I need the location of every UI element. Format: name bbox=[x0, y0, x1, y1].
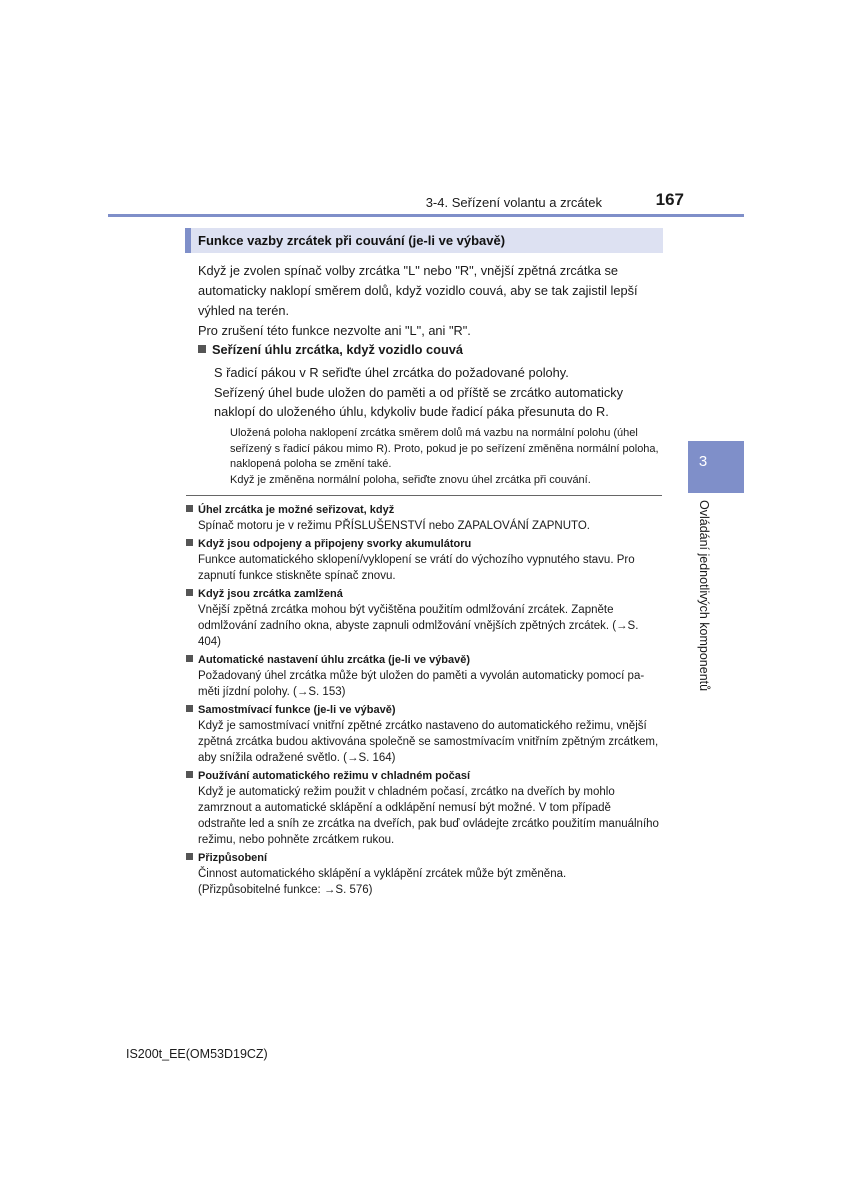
info-item-text: Vnější zpětná zrcátka mohou být vyčištěna použitím odmlžování zrcátek. Zapněte odmlžování zadního okna, abyste zapnuli odmlžování vnějších zpětných zrcátek. (→S. 404) bbox=[198, 604, 639, 648]
info-item bbox=[186, 702, 662, 766]
info-item-body bbox=[198, 784, 662, 848]
info-item-title bbox=[186, 502, 662, 518]
subsection-heading bbox=[198, 341, 660, 359]
square-bullet-icon bbox=[186, 853, 193, 860]
section-title: Funkce vazby zrcátek při couvání (je-li ve výbavě) bbox=[185, 228, 663, 253]
intro-text bbox=[198, 261, 660, 341]
square-bullet-icon bbox=[198, 345, 206, 353]
info-list bbox=[186, 500, 662, 900]
subsection-paragraph: S řadicí pákou v R seřiďte úhel zrcátka do požadované polohy. bbox=[214, 365, 569, 380]
subsection-body bbox=[214, 363, 660, 422]
info-item-body bbox=[198, 518, 662, 534]
info-item-title-text: Když jsou zrcátka zamlžená bbox=[198, 588, 343, 600]
info-item-title-text: Když jsou odpojeny a připojeny svorky akumulátoru bbox=[198, 538, 472, 550]
info-item-title bbox=[186, 652, 662, 668]
square-bullet-icon bbox=[186, 655, 193, 662]
info-item-text: (Přizpůsobitelné funkce: →S. 576) bbox=[198, 884, 373, 896]
info-item-title-text: Používání automatického režimu v chladném počasí bbox=[198, 770, 471, 782]
info-item-body bbox=[198, 718, 662, 766]
info-item-text: Když je samostmívací vnitřní zpětné zrcátko nastaveno do automatického režimu, vnější zpětná zrcátka budou aktivována společně se samostmívacím vnitřním zpětným zrcátkem, aby snížila odražené světlo. (→S. 164) bbox=[198, 720, 659, 764]
info-item-text: Funkce automatického sklopení/vyklopení se vrátí do výchozího vypnutého stavu. Pro zapnutí funkce stiskněte spínač znovu. bbox=[198, 554, 635, 582]
section-divider bbox=[186, 495, 662, 496]
info-item-text: Požadovaný úhel zrcátka může být uložen do paměti a vyvolán automaticky pomocí pa-měti jízdní polohy. (→S. 153) bbox=[198, 670, 645, 698]
info-item-title bbox=[186, 536, 662, 552]
info-item bbox=[186, 502, 662, 534]
chapter-tab bbox=[688, 441, 744, 493]
intro-paragraph: Pro zrušení této funkce nezvolte ani "L", ani "R". bbox=[198, 323, 471, 338]
document-code: IS200t_EE(OM53D19CZ) bbox=[126, 1047, 268, 1061]
info-item-title-text: Automatické nastavení úhlu zrcátka (je-li ve výbavě) bbox=[198, 654, 471, 666]
subsection-heading-text: Seřízení úhlu zrcátka, když vozidlo couvá bbox=[212, 342, 464, 357]
header-divider bbox=[108, 214, 744, 217]
square-bullet-icon bbox=[186, 539, 193, 546]
square-bullet-icon bbox=[186, 771, 193, 778]
note-paragraph: Uložená poloha naklopení zrcátka směrem dolů má vazbu na normální polohu (úhel seřízený s řadicí pákou mimo R). Proto, pokud je po seřízení změněna normální poloha, naklopená poloha se změní také. bbox=[230, 427, 659, 470]
chapter-number: 3 bbox=[698, 453, 708, 470]
info-item-text: Činnost automatického sklápění a vyklápění zrcátek může být změněna. bbox=[198, 868, 567, 880]
chapter-tab-label: Ovládání jednotlivých komponentů bbox=[697, 500, 711, 692]
chapter-section-title: 3-4. Seřízení volantu a zrcátek bbox=[425, 195, 602, 210]
info-item-body bbox=[198, 552, 662, 584]
info-item-title bbox=[186, 702, 662, 718]
info-item-title-text: Přizpůsobení bbox=[198, 852, 268, 864]
info-item bbox=[186, 586, 662, 650]
info-item bbox=[186, 536, 662, 584]
info-item-body bbox=[198, 668, 662, 700]
info-item bbox=[186, 768, 662, 848]
info-item-text: Když je automatický režim použit v chladném počasí, zrcátko na dveřích by mohlo zamrznout a automatické sklápění a odklápění nemusí být možné. V tom případě odstraňte led a sníh ze zrcátka na dveřích, pak buď ovládejte zrcátko použitím manuálního režimu, nebo pohněte zrcátkem rukou. bbox=[198, 786, 659, 846]
info-item-body bbox=[198, 866, 662, 898]
note-block bbox=[230, 426, 660, 488]
info-item bbox=[186, 850, 662, 898]
info-item-title-text: Samostmívací funkce (je-li ve výbavě) bbox=[198, 704, 396, 716]
info-item-title bbox=[186, 768, 662, 784]
page-number: 167 bbox=[655, 190, 684, 209]
info-item-text: Spínač motoru je v režimu PŘÍSLUŠENSTVÍ nebo ZAPALOVÁNÍ ZAPNUTO. bbox=[198, 520, 590, 532]
square-bullet-icon bbox=[186, 589, 193, 596]
note-paragraph: Když je změněna normální poloha, seřiďte znovu úhel zrcátka při couvání. bbox=[230, 473, 591, 486]
intro-paragraph: Když je zvolen spínač volby zrcátka "L" nebo "R", vnější zpětná zrcátka se automaticky naklopí směrem dolů, když vozidlo couvá, aby se tak zajistil lepší výhled na terén. bbox=[198, 263, 638, 318]
subsection-paragraph: Seřízený úhel bude uložen do paměti a od příště se zrcátko automaticky naklopí do uloženého úhlu, kdykoliv bude řadicí páka přesunuta do R. bbox=[214, 384, 624, 419]
info-item bbox=[186, 652, 662, 700]
square-bullet-icon bbox=[186, 505, 193, 512]
info-item-body bbox=[198, 602, 662, 650]
info-item-title bbox=[186, 586, 662, 602]
square-bullet-icon bbox=[186, 705, 193, 712]
info-item-title bbox=[186, 850, 662, 866]
info-item-title-text: Úhel zrcátka je možné seřizovat, když bbox=[198, 504, 395, 516]
